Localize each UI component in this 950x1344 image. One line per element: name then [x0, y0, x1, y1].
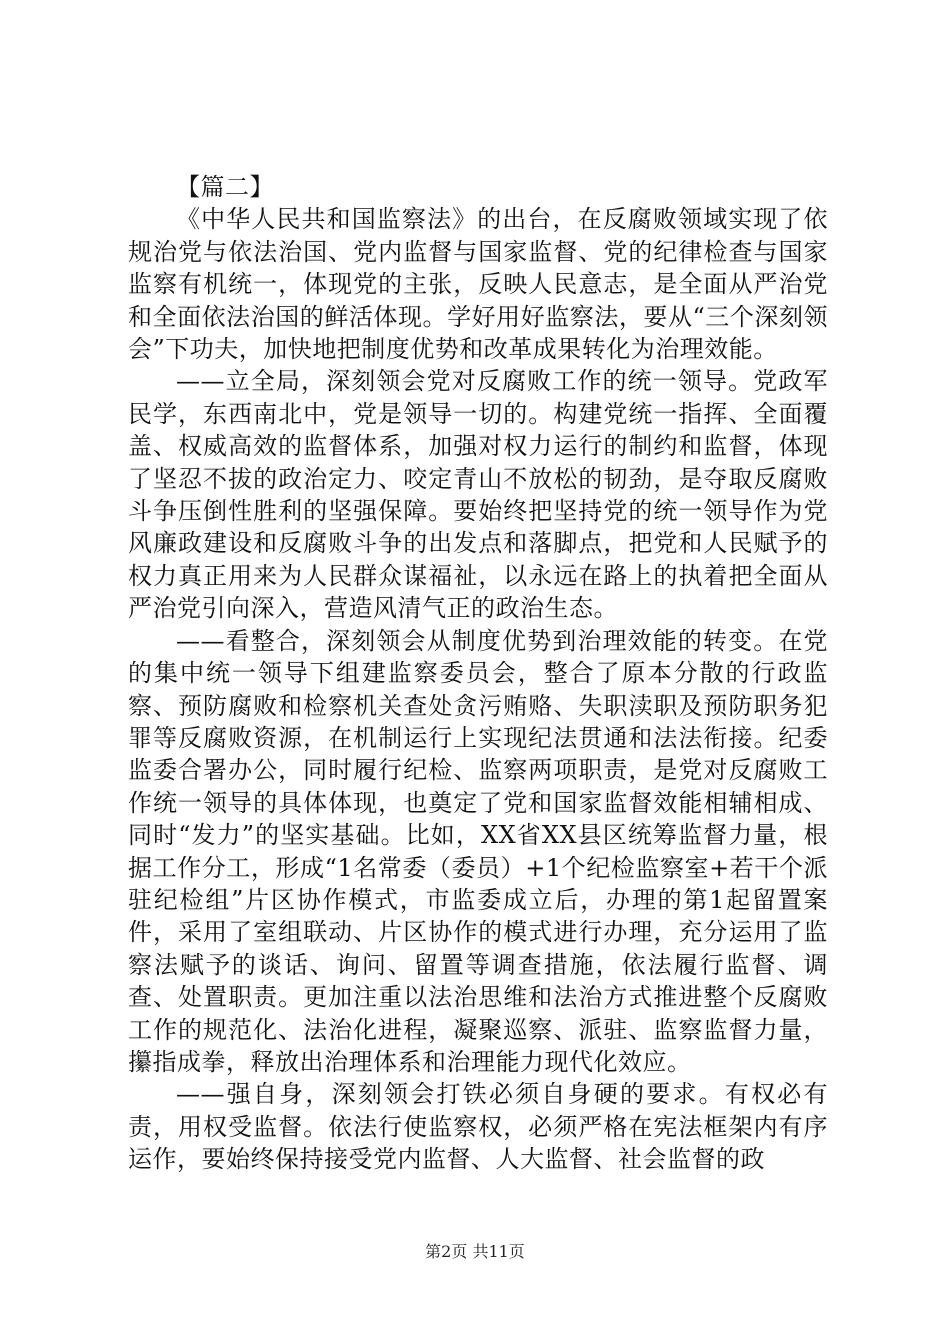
section-heading: 【篇二】 [176, 173, 274, 201]
paragraph-intro: 《中华人民共和国监察法》的出台，在反腐败领域实现了依规治党与依法治国、党内监督与国家监督、党的纪律检查与国家监察有机统一，体现党的主张，反映人民意志，是全面从严治党和全面依法治国的鲜活体现。学好用好监察法，要从“三个深刻领会”下功夫，加快地把制度优势和改革成果转化为治理效能。 [128, 205, 828, 364]
page-number-label: 第2页 共11页 [425, 1242, 525, 1261]
paragraph-overall-leadership: ——立全局，深刻领会党对反腐败工作的统一领导。党政军民学，东西南北中，党是领导一切的。构建党统一指挥、全面覆盖、权威高效的监督体系，加强对权力运行的制约和监督，体现了坚忍不拔的政治定力、咬定青山不放松的韧劲，是夺取反腐败斗争压倒性胜利的坚强保障。要始终把坚持党的统一领导作为党风廉政建设和反腐败斗争的出发点和落脚点，把党和人民赋予的权力真正用来为人民群众谋福祉，以永远在路上的执着把全面从严治党引向深入，营造风清气正的政治生态。 [128, 367, 828, 623]
page-footer [0, 1242, 950, 1262]
document-body [128, 171, 828, 1176]
paragraph-integration: ——看整合，深刻领会从制度优势到治理效能的转变。在党的集中统一领导下组建监察委员会，整合了原本分散的行政监察、预防腐败和检察机关查处贪污贿赂、失职渎职及预防职务犯罪等反腐败资源，在机制运行上实现纪法贯通和法法衔接。纪委监委合署办公，同时履行纪检、监察两项职责，是党对反腐败工作统一领导的具体体现，也奠定了党和国家监督效能相辅相成、同时“发力”的坚实基础。比如，XX省XX县区统筹监督力量，根据工作分工，形成“1名常委（委员）+1个纪检监察室+若干个派驻纪检组”片区协作模式，市监委成立后，办理的第1起留置案件，采用了室组联动、片区协作的模式进行办理，充分运用了监察法赋予的谈话、询问、留置等调查措施，依法履行监督、调查、处置职责。更加注重以法治思维和法治方式推进整个反腐败工作的规范化、法治化进程，凝聚巡察、派驻、监察监督力量，攥指成拳，释放出治理体系和治理能力现代化效应。 [128, 626, 828, 1076]
paragraph-self-strength: ——强自身，深刻领会打铁必须自身硬的要求。有权必有责，用权受监督。依法行使监察权，必须严格在宪法框架内有序运作，要始终保持接受党内监督、人大监督、社会监督的政 [128, 1080, 828, 1174]
